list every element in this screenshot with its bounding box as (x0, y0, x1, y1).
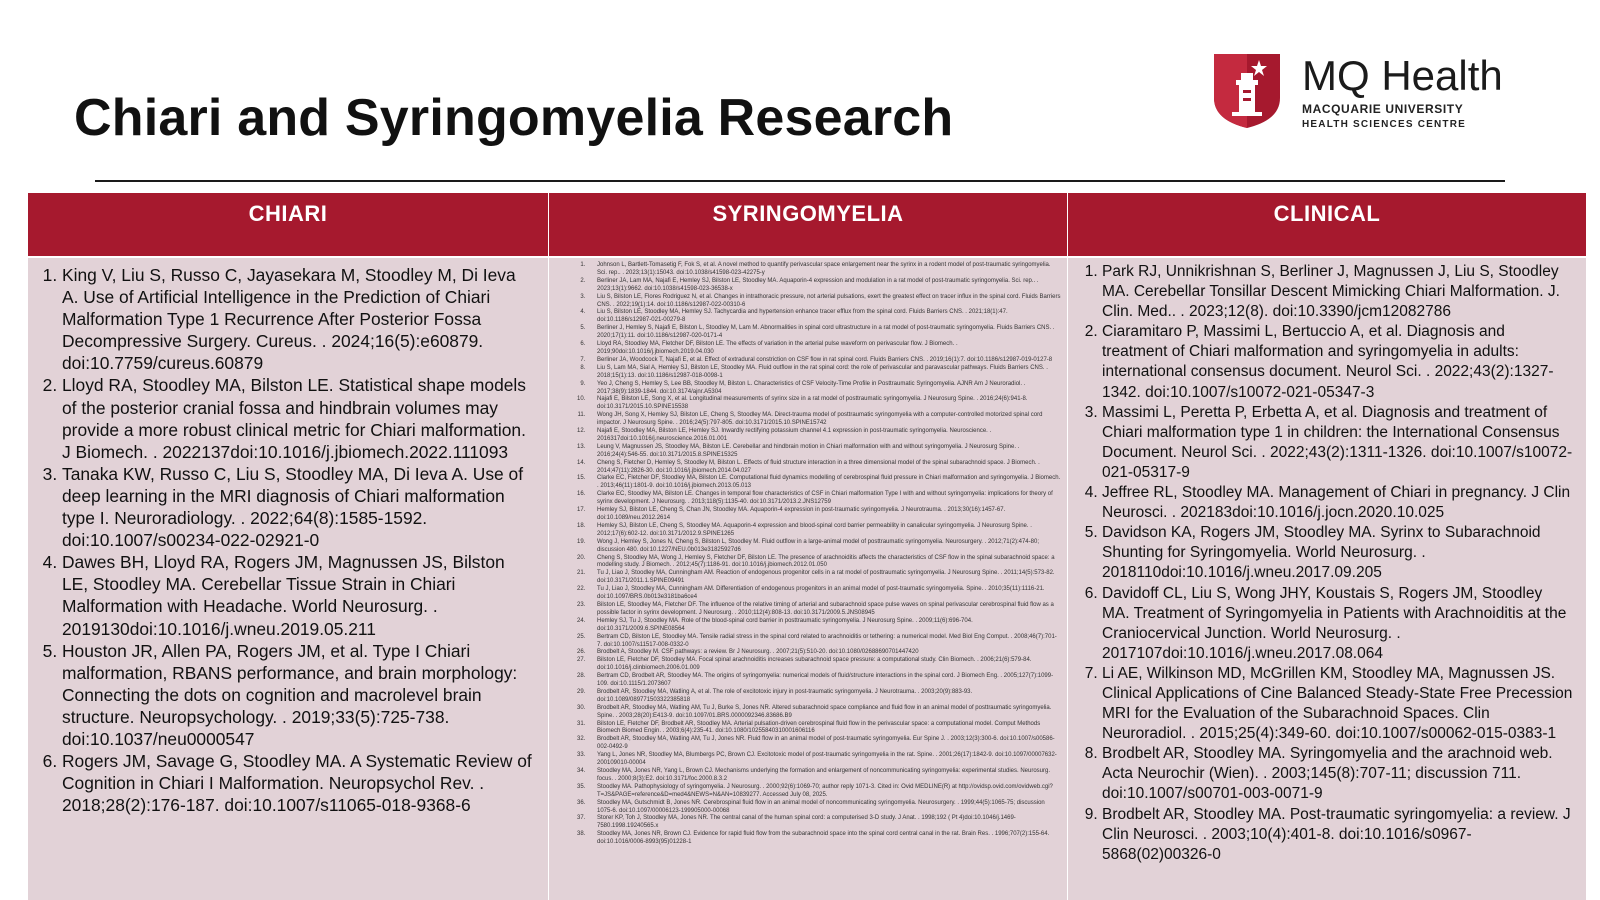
reference-item: 2. Berliner JA, Lam MA, Najafi E, Hemley SJ, Bilston LE, Stoodley MA. Aquaporin-4 expression and modulation in a rat model of post-traumatic syringomyelia. Sci. rep.. . 2023;13(1):9662. doi:10.1038/s41598-023-36538-x (587, 278, 1061, 294)
lighthouse-shield-icon (1212, 50, 1282, 130)
logo-centre: HEALTH SCIENCES CENTRE (1302, 119, 1467, 130)
reference-item: 30. Brodbelt AR, Stoodley MA, Watling AM, Tu J, Burke S, Jones NR. Altered subarachnoid space compliance and fluid flow in an animal model of posttraumatic syringomyelia. Spine. . 2003;28(20):E413-9. doi:10.1097/01.BRS.0000092346.83686.B9 (587, 705, 1061, 721)
reference-item: 26. Brodbelt A, Stoodley M. CSF pathways: a review. Br J Neurosurg. . 2007;21(5):510-20. doi:10.1080/02688690701447420 (587, 649, 1061, 657)
reference-item: 7. Berliner JA, Woodcock T, Najafi E, et al. Effect of extradural constriction on CSF flow in rat spinal cord. Fluids Barriers CNS. . 2019;16(1):7. doi:10.1186/s12987-019-0127-8 (587, 357, 1061, 365)
reference-item: 20. Cheng S, Stoodley MA, Wong J, Hemley S, Fletcher DF, Bilston LE. The presence of arachnoiditis affects the characteristics of CSF flow in the spinal subarachnoid space: a modelling study. J Biomech. . 2012;45(7):1186-91. doi:10.1016/j.jbiomech.2012.01.050 (587, 555, 1061, 571)
reference-item: 6. Rogers JM, Savage G, Stoodley MA. A Systematic Review of Cognition in Chiari I Malformation. Neuropsychol Rev. . 2018;28(2):176-187. doi:10.1007/s11065-018-9368-6 (62, 750, 534, 816)
reference-item: 12. Najafi E, Stoodley MA, Bilston LE, Hemley SJ. Inwardly rectifying potassium channel 4.1 expression in post-traumatic syringomyelia. Neuroscience. . 2016317doi:10.1016/j.neuroscience.2016.01.001 (587, 428, 1061, 444)
reference-item: 5. Davidson KA, Rogers JM, Stoodley MA. Syrinx to Subarachnoid Shunting for Syringomyelia. World Neurosurg. . 2018110doi:10.1016/j.wneu.2017.09.205 (1102, 523, 1574, 583)
chiari-references-panel (28, 258, 548, 900)
reference-item: 37. Storer KP, Toh J, Stoodley MA, Jones NR. The central canal of the human spinal cord: a computerised 3-D study. J Anat. . 1998;192 ( Pt 4)doi:10.1046/j.1469-7580.1998.19240565.x (587, 815, 1061, 831)
reference-item: 4. Dawes BH, Lloyd RA, Rogers JM, Magnussen JS, Bilston LE, Stoodley MA. Cerebellar Tissue Strain in Chiari Malformation with Headache. World Neurosurg. . 2019130doi:10.1016/j.wneu.2019.05.211 (62, 551, 534, 639)
reference-item: 7. Li AE, Wilkinson MD, McGrillen KM, Stoodley MA, Magnussen JS. Clinical Applications of Cine Balanced Steady-State Free Precession MRI for the Evaluation of the Subarachnoid Spaces. Clin Neuroradiol. . 2015;25(4):349-60. doi:10.1007/s00062-015-0383-1 (1102, 664, 1574, 744)
reference-item: 28. Bertram CD, Brodbelt AR, Stoodley MA. The origins of syringomyelia: numerical models of fluid/structure interactions in the spinal cord. J Biomech Eng. . 2005;127(7):1099-109. doi:10.1115/1.2073607 (587, 673, 1061, 689)
logo-university: MACQUARIE UNIVERSITY (1302, 102, 1464, 116)
reference-item: 1. Johnson L, Bartlett-Tomasetig F, Fok S, et al. A novel method to quantify perivascular space enlargement near the syrinx in a rodent model of post-traumatic syringomyelia. Sci. rep.. . 2023;13(1):15043. doi:10.1038/s41598-023-42275-y (587, 262, 1061, 278)
reference-item: 9. Yeo J, Cheng S, Hemley S, Lee BB, Stoodley M, Bilston L. Characteristics of CSF Velocity-Time Profile in Posttraumatic Syringomyelia. AJNR Am J Neuroradiol. . 2017;38(9):1839-1844. doi:10.3174/ajnr.A5304 (587, 381, 1061, 397)
reference-item: 2. Ciaramitaro P, Massimi L, Bertuccio A, et al. Diagnosis and treatment of Chiari malformation and syringomyelia in adults: international consensus document. Neurol Sci. . 2022;43(2):1327-1342. doi:10.1007/s10072-021-05347-3 (1102, 322, 1574, 402)
syringomyelia-references-panel (549, 258, 1067, 900)
reference-item: 38. Stoodley MA, Jones NR, Brown CJ. Evidence for rapid fluid flow from the subarachnoid space into the spinal cord central canal in the rat. Brain Res. . 1996;707(2):155-64. doi:10.1016/0006-8993(95)01228-1 (587, 831, 1061, 847)
reference-item: 29. Brodbelt AR, Stoodley MA, Watling A, et al. The role of excitotoxic injury in post-traumatic syringomyelia. J Neurotrauma. . 2003;20(9):883-93. doi:10.1089/089771503322385818 (587, 689, 1061, 705)
reference-item: 3. Tanaka KW, Russo C, Liu S, Stoodley MA, Di Ieva A. Use of deep learning in the MRI diagnosis of Chiari malformation type I. Neuroradiology. . 2022;64(8):1585-1592. doi:10.1007/s00234-022-02921-0 (62, 463, 534, 551)
reference-item: 31. Bilston LE, Fletcher DF, Brodbelt AR, Stoodley MA. Arterial pulsation-driven cerebrospinal fluid flow in the perivascular space: a computational model. Comput Methods Biomech Biomed Engin. . 2003;6(4):235-41. doi:10.1080/10255840310001606116 (587, 721, 1061, 737)
reference-item: 3. Liu S, Bilston LE, Flores Rodriguez N, et al. Changes in intrathoracic pressure, not arterial pulsations, exert the greatest effect on tracer influx in the spinal cord. Fluids Barriers CNS. . 2022;19(1):14. doi:10.1186/s12987-022-00310-6 (587, 294, 1061, 310)
clinical-references-panel (1068, 258, 1586, 900)
reference-item: 10. Najafi E, Bilston LE, Song X, et al. Longitudinal measurements of syrinx size in a rat model of posttraumatic syringomyelia. J Neurosurg Spine. . 2016;24(6):941-8. doi:10.3171/2015.10.SPINE15538 (587, 396, 1061, 412)
chiari-reference-list (28, 258, 548, 816)
reference-item: 27. Bilston LE, Fletcher DF, Stoodley MA. Focal spinal arachnoiditis increases subarachnoid space pressure: a computational study. Clin Biomech. . 2006;21(6):579-84. doi:10.1016/j.clinbiomech.2006.01.009 (587, 657, 1061, 673)
reference-item: 13. Leung V, Magnussen JS, Stoodley MA, Bilston LE. Cerebellar and hindbrain motion in Chiari malformation with and without syringomyelia. J Neurosurg Spine. . 2016;24(4):546-55. doi:10.3171/2015.8.SPINE15325 (587, 444, 1061, 460)
title-divider (95, 180, 1505, 182)
reference-item: 34. Stoodley MA, Jones NR, Yang L, Brown CJ. Mechanisms underlying the formation and enlargement of noncommunicating syringomyelia: experimental studies. Neurosurg. focus. . 2000;8(3):E2. doi:10.3171/foc.2000.8.3.2 (587, 768, 1061, 784)
reference-item: 25. Bertram CD, Bilston LE, Stoodley MA. Tensile radial stress in the spinal cord related to arachnoiditis or tethering: a numerical model. Med Biol Eng Comput. . 2008;46(7):701-7. doi:10.1007/s11517-008-0332-0 (587, 634, 1061, 650)
reference-item: 5. Houston JR, Allen PA, Rogers JM, et al. Type I Chiari malformation, RBANS performance, and brain morphology: Connecting the dots on cognition and macrolevel brain structure. Neuropsychology. . 2019;33(5):725-738. doi:10.1037/neu0000547 (62, 640, 534, 750)
reference-item: 14. Cheng S, Fletcher D, Hemley S, Stoodley M, Bilston L. Effects of fluid structure interaction in a three dimensional model of the spinal subarachnoid space. J Biomech. . 2014;47(11):2826-30. doi:10.1016/j.jbiomech.2014.04.027 (587, 460, 1061, 476)
reference-item: 4. Liu S, Bilston LE, Stoodley MA, Hemley SJ. Tachycardia and hypertension enhance tracer efflux from the spinal cord. Fluids Barriers CNS. . 2021;18(1):47. doi:10.1186/s12987-021-00279-8 (587, 309, 1061, 325)
column-header-clinical: CLINICAL (1068, 193, 1586, 256)
reference-item: 19. Wong J, Hemley S, Jones N, Cheng S, Bilston L, Stoodley M. Fluid outflow in a large-animal model of posttraumatic syringomyelia. Neurosurgery. . 2012;71(2):474-80; discussion 480. doi:10.1227/NEU.0b013e31825927d6 (587, 539, 1061, 555)
reference-item: 6. Lloyd RA, Stoodley MA, Fletcher DF, Bilston LE. The effects of variation in the arterial pulse waveform on perivascular flow. J Biomech. . 2019;90doi:10.1016/j.jbiomech.2019.04.030 (587, 341, 1061, 357)
reference-item: 6. Davidoff CL, Liu S, Wong JHY, Koustais S, Rogers JM, Stoodley MA. Treatment of Syringomyelia in Patients with Arachnoiditis at the Craniocervical Junction. World Neurosurg. . 2017107doi:10.1016/j.wneu.2017.08.064 (1102, 584, 1574, 664)
reference-item: 11. Wong JH, Song X, Hemley SJ, Bilston LE, Cheng S, Stoodley MA. Direct-trauma model of posttraumatic syringomyelia with a computer-controlled motorized spinal cord impactor. J Neurosurg Spine. . 2016;24(5):797-805. doi:10.3171/2015.10.SPINE15742 (587, 412, 1061, 428)
column-header-syringomyelia: SYRINGOMYELIA (549, 193, 1067, 256)
reference-item: 36. Stoodley MA, Gutschmidt B, Jones NR. Cerebrospinal fluid flow in an animal model of noncommunicating syringomyelia. Neurosurgery. . 1999;44(5):1065-75; discussion 1075-6. doi:10.1097/00006123-199905000-00068 (587, 800, 1061, 816)
clinical-reference-list (1068, 258, 1586, 865)
reference-item: 1. King V, Liu S, Russo C, Jayasekara M, Stoodley M, Di Ieva A. Use of Artificial Intelligence in the Prediction of Chiari Malformation Type 1 Recurrence After Posterior Fossa Decompressive Surgery. Cureus. . 2024;16(5):e60879. doi:10.7759/cureus.60879 (62, 264, 534, 374)
reference-item: 21. Tu J, Liao J, Stoodley MA, Cunningham AM. Reaction of endogenous progenitor cells in a rat model of posttraumatic syringomyelia. J Neurosurg Spine. . 2011;14(5):573-82. doi:10.3171/2011.1.SPINE09491 (587, 570, 1061, 586)
syringomyelia-reference-list (549, 258, 1067, 847)
reference-item: 1. Park RJ, Unnikrishnan S, Berliner J, Magnussen J, Liu S, Stoodley MA. Cerebellar Tonsillar Descent Mimicking Chiari Malformation. J. Clin. Med.. . 2023;12(8). doi:10.3390/jcm12082786 (1102, 262, 1574, 322)
reference-item: 4. Jeffree RL, Stoodley MA. Management of Chiari in pregnancy. J Clin Neurosci. . 202183doi:10.1016/j.jocn.2020.10.025 (1102, 483, 1574, 523)
reference-item: 35. Stoodley MA. Pathophysiology of syringomyelia. J Neurosurg. . 2000;92(6):1069-70; author reply 1071-3. Cited in: Ovid MEDLINE(R) at http://ovidsp.ovid.com/ovidweb.cgi?T=JS&PAGE=reference&D=med4&NEWS=N&AN=10839277. Accessed July 08, 2025. (587, 784, 1061, 800)
reference-item: 32. Brodbelt AR, Stoodley MA, Watling AM, Tu J, Jones NR. Fluid flow in an animal model of post-traumatic syringomyelia. Eur Spine J. . 2003;12(3):300-6. doi:10.1007/s00586-002-0492-9 (587, 736, 1061, 752)
mq-health-logo (1212, 50, 1512, 132)
reference-item: 8. Liu S, Lam MA, Sial A, Hemley SJ, Bilston LE, Stoodley MA. Fluid outflow in the rat spinal cord: the role of perivascular and paravascular pathways. Fluids Barriers CNS. . 2018;15(1):13. doi:10.1186/s12987-018-0098-1 (587, 365, 1061, 381)
reference-item: 2. Lloyd RA, Stoodley MA, Bilston LE. Statistical shape models of the posterior cranial fossa and hindbrain volumes may provide a more robust clinical metric for Chiari malformation. J Biomech. . 2022137doi:10.1016/j.jbiomech.2022.111093 (62, 374, 534, 462)
reference-item: 23. Bilston LE, Stoodley MA, Fletcher DF. The influence of the relative timing of arterial and subarachnoid space pulse waves on spinal perivascular cerebrospinal fluid flow as a possible factor in syrinx development. J Neurosurg. . 2010;112(4):808-13. doi:10.3171/2009.5.JNS08945 (587, 602, 1061, 618)
reference-item: 18. Hemley SJ, Bilston LE, Cheng S, Stoodley MA. Aquaporin-4 expression and blood-spinal cord barrier permeability in canalicular syringomyelia. J Neurosurg Spine. . 2012;17(6):602-12. doi:10.3171/2012.9.SPINE1265 (587, 523, 1061, 539)
reference-item: 33. Yang L, Jones NR, Stoodley MA, Blumbergs PC, Brown CJ. Excitotoxic model of post-traumatic syringomyelia in the rat. Spine. . 2001;26(17):1842-9. doi:10.1097/00007632-200109010-00004 (587, 752, 1061, 768)
reference-item: 3. Massimi L, Peretta P, Erbetta A, et al. Diagnosis and treatment of Chiari malformation type 1 in children: the International Consensus Document. Neurol Sci. . 2022;43(2):1311-1326. doi:10.1007/s10072-021-05317-9 (1102, 403, 1574, 483)
page-title: Chiari and Syringomyelia Research (74, 89, 954, 147)
reference-item: 15. Clarke EC, Fletcher DF, Stoodley MA, Bilston LE. Computational fluid dynamics modelling of cerebrospinal fluid pressure in Chiari malformation and syringomyelia. J Biomech. . 2013;46(11):1801-9. doi:10.1016/j.jbiomech.2013.05.013 (587, 475, 1061, 491)
reference-item: 9. Brodbelt AR, Stoodley MA. Post-traumatic syringomyelia: a review. J Clin Neurosci. . 2003;10(4):401-8. doi:10.1016/s0967-5868(02)00326-0 (1102, 805, 1574, 865)
reference-item: 5. Berliner J, Hemley S, Najafi E, Bilston L, Stoodley M, Lam M. Abnormalities in spinal cord ultrastructure in a rat model of post-traumatic syringomyelia. Fluids Barriers CNS. . 2020;17(1):11. doi:10.1186/s12987-020-0171-4 (587, 325, 1061, 341)
reference-item: 22. Tu J, Liao J, Stoodley MA, Cunningham AM. Differentiation of endogenous progenitors in an animal model of post-traumatic syringomyelia. Spine. . 2010;35(11):1116-21. doi:10.1097/BRS.0b013e3181ba6ce4 (587, 586, 1061, 602)
reference-item: 24. Hemley SJ, Tu J, Stoodley MA. Role of the blood-spinal cord barrier in posttraumatic syringomyelia. J Neurosurg Spine. . 2009;11(6):696-704. doi:10.3171/2009.6.SPINE08564 (587, 618, 1061, 634)
reference-item: 16. Clarke EC, Stoodley MA, Bilston LE. Changes in temporal flow characteristics of CSF in Chiari malformation Type I with and without syringomyelia: implications for theory of syrinx development. J Neurosurg. . 2013;118(5):1135-40. doi:10.3171/2013.2.JNS12759 (587, 491, 1061, 507)
column-header-chiari: CHIARI (28, 193, 548, 256)
reference-item: 17. Hemley SJ, Bilston LE, Cheng S, Chan JN, Stoodley MA. Aquaporin-4 expression in post-traumatic syringomyelia. J Neurotrauma. . 2013;30(16):1457-67. doi:10.1089/neu.2012.2614 (587, 507, 1061, 523)
logo-brand-name: MQ Health (1302, 52, 1503, 99)
reference-item: 8. Brodbelt AR, Stoodley MA. Syringomyelia and the arachnoid web. Acta Neurochir (Wien). . 2003;145(8):707-11; discussion 711. doi:10.1007/s00701-003-0071-9 (1102, 744, 1574, 804)
